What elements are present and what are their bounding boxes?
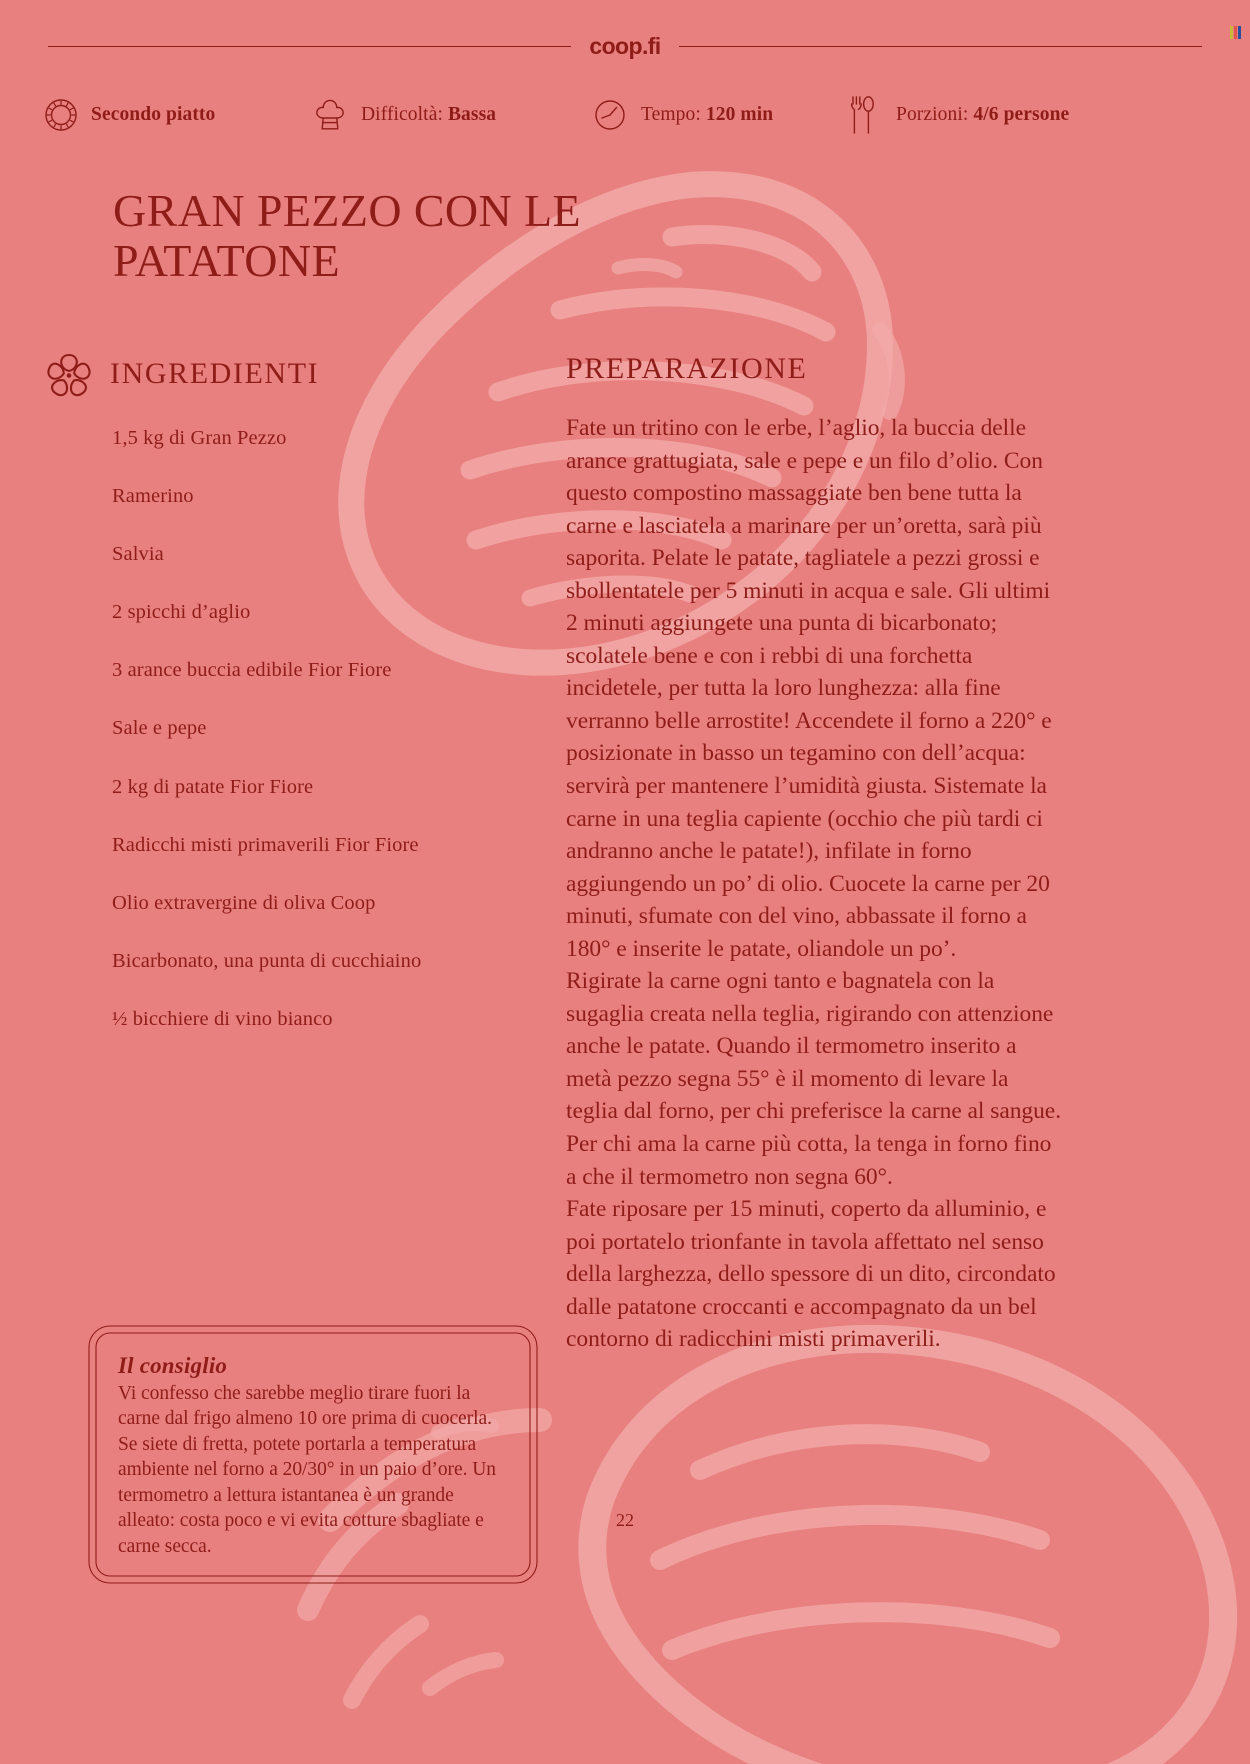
ingredients-list <box>44 426 544 1032</box>
meta-course-value: Secondo piatto <box>91 104 216 125</box>
color-registration-mark <box>1230 26 1242 40</box>
meta-difficulty <box>314 96 594 134</box>
ingredient-item: 2 kg di patate Fior Fiore <box>112 775 314 798</box>
meta-servings-label: Porzioni: <box>896 104 969 125</box>
meta-difficulty-value: Bassa <box>447 104 497 125</box>
preparation-column <box>566 352 1066 1356</box>
recipe-meta-row <box>44 92 1206 138</box>
plate-icon <box>44 96 78 134</box>
preparation-title: PREPARAZIONE <box>566 352 808 385</box>
rule-right <box>679 46 1202 47</box>
tip-box-content <box>88 1325 538 1577</box>
ingredient-item: 2 spicchi d’aglio <box>112 601 251 624</box>
ingredient-item: 1,5 kg di Gran Pezzo <box>112 427 287 449</box>
chef-hat-icon <box>314 96 348 134</box>
preparation-body <box>566 412 1066 1356</box>
tip-title: Il consiglio <box>118 1353 228 1378</box>
meta-difficulty-label: Difficoltà: <box>361 104 443 125</box>
ingredient-item: Bicarbonato, una punta di cucchiaino <box>112 949 422 972</box>
ingredient-item: Ramerino <box>112 485 194 508</box>
header-divider <box>48 33 1202 59</box>
meta-time-value: 120 min <box>705 104 774 125</box>
flower-icon <box>44 348 94 400</box>
meta-time-text <box>641 104 773 126</box>
preparation-paragraph: Rigirate la carne ogni tanto e bagnatela con la sugaglia creata nella teglia, rigirando con attenzione anche le patate. Quando il termometro inserito a metà pezzo segna 55° è il momento di levare la teglia dal forno, per chi preferisce la carne al sangue. Per chi ama la carne più cotta, la tenga in forno fino a che il termometro non segna 60°. <box>566 968 1062 1190</box>
ingredient-item: Radicchi misti primaverili Fior Fiore <box>112 833 419 856</box>
tip-text: Vi confesso che sarebbe meglio tirare fuori la carne dal frigo almeno 10 ore prima di cuocerla. Se siete di fretta, potete portarla a temperatura ambiente nel forno a 20/30° in un paio d’ore. Un termometro a lettura istantanea è un grande alleato: costa poco e vi evita cotture sbagliate e carne secca. <box>118 1383 496 1557</box>
ingredient-item: Olio extravergine di oliva Coop <box>112 891 376 914</box>
rule-left <box>48 46 571 47</box>
meta-time <box>594 96 849 134</box>
meta-difficulty-text <box>361 104 496 126</box>
clock-icon <box>594 96 628 134</box>
page-number: 22 <box>616 1510 634 1530</box>
ingredients-header <box>44 348 544 400</box>
preparation-paragraph: Fate un tritino con le erbe, l’aglio, la buccia delle arance grattugiata, sale e pepe e un filo d’olio. Con questo compostino massaggiate ben bene tutta la carne e lasciatela a marinare per un’oretta, sarà più saporita. Pelate le patate, tagliatele a pezzi grossi e sbollentatele per 5 minuti in acqua e sale. Gli ultimi 2 minuti aggiungete una punta di bicarbonato; scolatele bene e con i rebbi di una forchetta incidetele, per tutta la loro lunghezza: alla fine verranno belle arrostite! Accendete il forno a 220° e posizionate in basso un tegamino con dell’acqua: servirà per mantenere l’umidità giusta. Sistemate la carne in una teglia capiente (occhio che più tardi ci andranno anche le patate!), infilate in forno aggiungendo un po’ di olio. Cuocete la carne per 20 minuti, sfumate con del vino, abbassate il forno a 180° e inserite le patate, oliandole un po’. <box>566 415 1052 962</box>
ingredient-item: 3 arance buccia edibile Fior Fiore <box>112 659 392 682</box>
cutlery-icon <box>849 96 883 134</box>
ingredient-item: ½ bicchiere di vino bianco <box>112 1007 333 1030</box>
ingredients-title: INGREDIENTI <box>110 357 320 390</box>
tip-box <box>88 1325 538 1584</box>
meta-servings-text <box>896 104 1069 126</box>
meta-servings-value: 4/6 persone <box>973 104 1070 125</box>
ingredient-item: Sale e pepe <box>112 717 207 740</box>
meta-course <box>44 96 314 134</box>
meta-time-label: Tempo: <box>641 104 701 125</box>
meta-servings <box>849 96 1099 134</box>
preparation-paragraph: Fate riposare per 15 minuti, coperto da alluminio, e poi portatelo trionfante in tavola affettato nel senso della larghezza, dello spessore di un dito, circondato dalle patatone croccanti e accompagnato da un bel contorno di radicchini misti primaverili. <box>566 1196 1056 1353</box>
ingredient-item: Salvia <box>112 543 164 566</box>
page-title: GRAN PEZZO CON LE PATATONE <box>113 185 582 286</box>
coop-logo[interactable]: coop.fi <box>589 32 661 59</box>
ingredients-column <box>44 348 544 1065</box>
